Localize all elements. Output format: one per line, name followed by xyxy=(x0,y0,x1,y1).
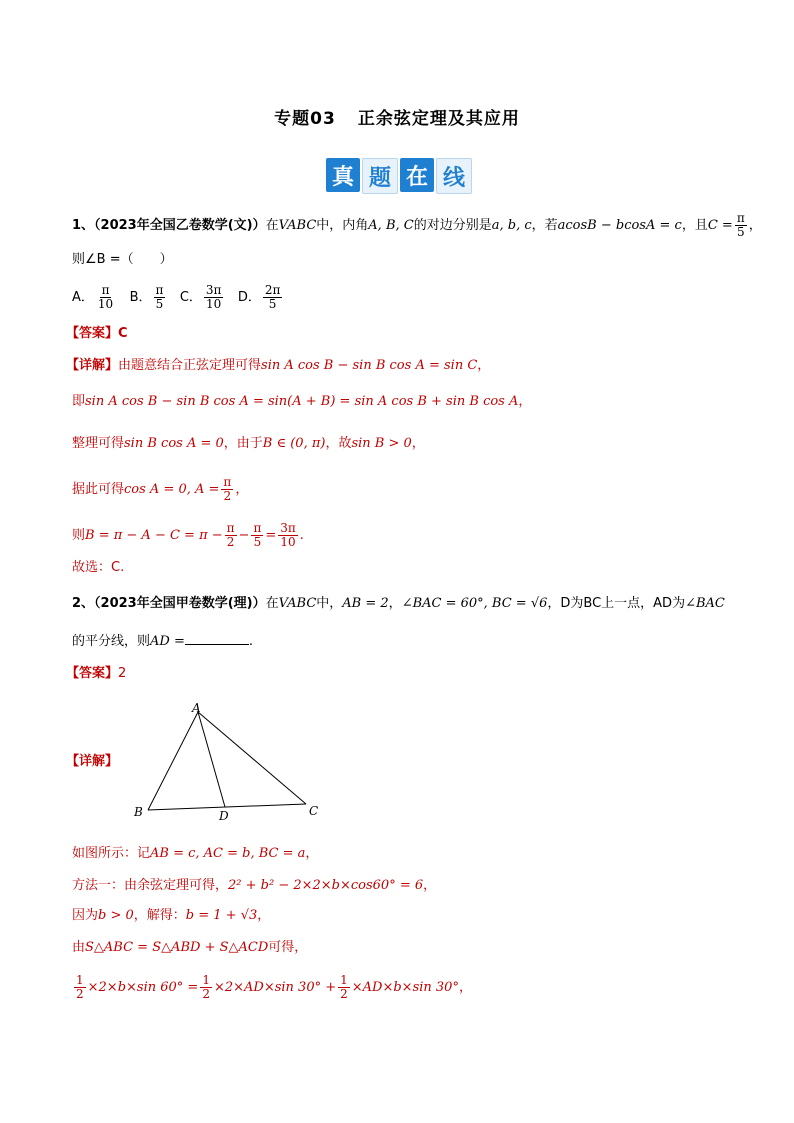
q1-detail-3: 整理可得sin B cos A = 0，由于B ∈ (0, π)，故sin B > 0， xyxy=(72,436,425,451)
q1-choose: 故选：C. xyxy=(72,560,125,575)
badge-char-1: 真 xyxy=(326,158,360,192)
page-title xyxy=(0,104,794,129)
q1-detail-1: 【详解】由题意结合正弦定理可得sin A cos B − sin B cos A = sin C， xyxy=(66,358,491,373)
q2-solution-1: 如图所示：记AB = c, AC = b, BC = a， xyxy=(72,846,319,861)
badge-char-2: 题 xyxy=(362,158,398,194)
triangle-figure xyxy=(128,698,328,828)
title-number: 专题03 xyxy=(274,109,336,129)
q1-answer: 【答案】C xyxy=(66,326,128,341)
side-ab xyxy=(148,712,198,810)
badge-char-4: 线 xyxy=(436,158,472,194)
answer-blank[interactable] xyxy=(185,632,249,645)
option-b[interactable]: B． $\frac{\pi}{5}$ xyxy=(129,283,164,311)
q1-stem: 1、（2023年全国乙卷数学(文)）在VABC中，内角A, B, C的对边分别是a, b, c，若acosB − bcosA = c，且C = $\frac{\pi}{5}$ ， xyxy=(72,211,762,239)
q2-answer: 【答案】2 xyxy=(66,666,127,681)
q1-detail-5: 则B = π − A − C = π − $\frac{\pi}{2}$ − $\frac{\pi}{5}$ = $\frac{3\pi}{10}$ . xyxy=(72,521,304,549)
label-c: C xyxy=(309,804,319,818)
q2-solution-3: 因为b > 0，解得：b = 1 + √3， xyxy=(72,908,271,923)
q1-detail-2: 即sin A cos B − sin B cos A = sin(A + B) = sin A cos B + sin B cos A， xyxy=(72,394,532,409)
fraction: $\frac{\pi}{5}$ xyxy=(736,211,745,239)
q2-detail-label: 【详解】 xyxy=(66,754,119,769)
q1-ask: 则∠B =（ ） xyxy=(72,252,173,267)
option-d[interactable]: D． $\frac{2\pi}{5}$ xyxy=(237,283,281,311)
q1-options xyxy=(72,284,284,311)
option-c[interactable]: C． $\frac{3\pi}{10}$ xyxy=(179,283,222,311)
bisector-ad xyxy=(198,712,225,807)
side-ac xyxy=(198,712,306,804)
q2-stem-2: 的平分线，则AD = . xyxy=(72,634,253,649)
q2-stem: 2、（2023年全国甲卷数学(理)）在VABC中，AB = 2，∠BAC = 60°, BC = √6，D为BC上一点，AD为∠BAC xyxy=(72,596,725,611)
q2-solution-5: $\frac{1}{2}$ ×2×b×sin 60° = $\frac{1}{2}$ ×2×AD×sin 30° + $\frac{1}{2}$ ×AD×b×sin 30°， xyxy=(76,973,472,1001)
label-d: D xyxy=(219,809,229,823)
q1-detail-4: 据此可得cos A = 0, A = $\frac{\pi}{2}$ ， xyxy=(72,475,249,503)
q2-solution-2: 方法一：由余弦定理可得，2² + b² − 2×2×b×cos60° = 6， xyxy=(72,878,437,893)
badge-char-3: 在 xyxy=(400,158,434,192)
label-a: A xyxy=(192,701,201,715)
q2-solution-4: 由S△ABC = S△ABD + S△ACD可得， xyxy=(72,940,308,955)
label-b: B xyxy=(134,805,143,819)
title-text: 正余弦定理及其应用 xyxy=(357,109,520,129)
section-badge xyxy=(326,158,472,196)
option-a[interactable]: A． $\frac{\pi}{10}$ xyxy=(72,283,114,311)
